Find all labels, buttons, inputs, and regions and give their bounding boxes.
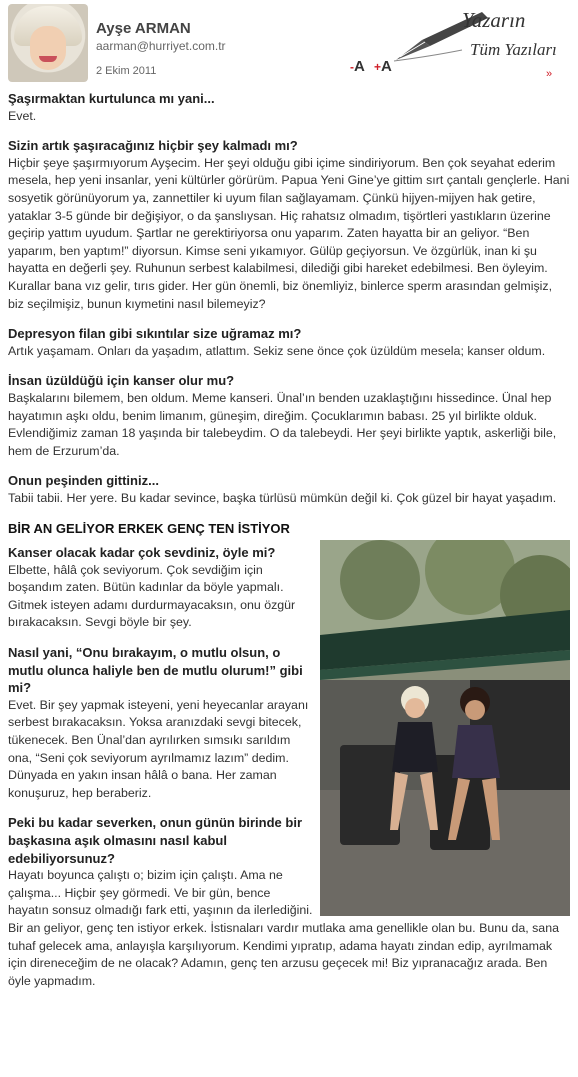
question: Onun peşinden gittiniz... [8,473,159,489]
all-articles-link-title[interactable]: Yazarın [462,8,526,32]
author-avatar[interactable] [8,4,88,82]
section-heading: BİR AN GELİYOR ERKEK GENÇ TEN İSTİYOR [8,521,290,537]
answer: Tabii tabii. Her yere. Bu kadar sevince, başka türlüsü mümkün değil ki. Çok güzel bir hayat yaşadım. [8,490,557,505]
plus-icon: + [374,60,382,74]
all-articles-link-subtitle[interactable]: Tüm Yazıları [470,40,557,59]
question: Sizin artık şaşıracağınız hiçbir şey kalmadı mı? [8,138,298,154]
double-chevron-right-icon[interactable]: » [546,68,551,80]
interview-block [8,372,570,460]
question: Peki bu kadar severken, onun günün birinde bir başkasına aşık olmasını nasıl kabul edebiliyorsunuz? [8,815,303,866]
question: Depresyon filan gibi sıkıntılar size uğramaz mı? [8,326,302,342]
interview-block [8,90,570,125]
question: Nasıl yani, “Onu bırakayım, o mutlu olsun, o mutlu olunca haliyle ben de mutlu olurum!” gibi mi? [8,645,303,696]
interview-block [8,137,570,313]
decrease-font-button[interactable]: -A [350,58,365,75]
interview-block [8,325,570,360]
publish-date: 2 Ekim 2011 [96,65,157,77]
answer: Başkalarını bilemem, ben oldum. Meme kanseri. Ünal’ın benden uzaklaştığını hissedince. Ünal hep hayatımın aşkı oldu, benim limanım, güneşim, direğim. Çocuklarımın babası. 25 yıl birlikte olduk. Evlendiğimiz zaman 18 yaşında bir talebeydim. O da talebeydi. Her şeyi birlikte yaptık, askerliği bile, hem de Erzurum’da. [8,390,557,458]
answer: Evet. Bir şey yapmak isteyeni, yeni heyecanlar arayanı serbest bırakacaksın. Yoksa aranızdaki sevgi bitecek, tükenecek. Ben Ünal’dan ayrılırken sımsıkı sarıldım ona, “Seni çok seviyorum ayrılmamız lazım” dedim. Dünyada en yakın insan hâlâ o bana. Her zaman konuşuruz, hep beraberiz. [8,697,309,800]
question: Şaşırmaktan kurtulunca mı yani... [8,91,215,106]
answer: Elbette, hâlâ çok seviyorum. Çok sevdiğim için boşandım zaten. Bütün kadınlar da böyle yapmalı. Gitmek isteyen adamı durdurmayacaksın, onu özgür bırakacaksın. Sevgi böyle bir şey. [8,562,296,630]
article-header [0,0,578,86]
question: İnsan üzüldüğü için kanser olur mu? [8,373,235,389]
answer: Hayatı boyunca çalıştı o; bizim için çalıştı. Ama ne çalışma... Hiçbir şey görmedi. Ve bir gün, bence hayatın sonsuz olmadığı fark etti, yaşının da ilerlediğini. Bir an geliyor, genç ten istiyor erkek. İstisnaları vardır mutlaka ama genellikle olan bu. Bunu da, sana tuhaf gelecek ama, anlayışla karşılıyorum. Kendimi yıpratıp, adama hayatı zindan edip, ayrılmamak için direneceğim de ne olacak? Adamın, genç ten arzusu geçecek mi! Biz yıpranacağız arada. Ben öyle yapmadım. [8,868,559,988]
question: Kanser olacak kadar çok sevdiniz, öyle mi? [8,545,276,561]
author-email[interactable]: aarman@hurriyet.com.tr [96,39,226,53]
interview-block [8,472,570,507]
article-photo[interactable] [320,540,570,916]
article-body [8,90,570,990]
author-name[interactable]: Ayşe ARMAN [96,20,191,37]
answer: Artık yaşamam. Onları da yaşadım, atlattım. Sekiz sene önce çok üzüldüm mesela; kanser oldum. [8,343,546,358]
interview-photo [320,540,570,916]
minus-icon: - [350,60,354,74]
answer: Hiçbir şeye şaşırmıyorum Ayşecim. Her şeyi olduğu gibi içime sindiriyorum. Ben çok seyahat ederim mesela, hep yeni insanlar, yeni kültürler görürüm. Papua Yeni Gine’ye gittim sırt çantalı gençlerle. Hani sosyetik görünüyorum ya, zannettiler ki uyum filan sağlayamam. Çünkü hijyen-mijyen hak getire, yataklar 3-5 günde bir değişiyor, o da şanslıysan. Hiç rahatsız olmadım, tişörtleri yastıkların üzerine geçirip yattım uyudum. Şartlar ne gerektiriyorsa onu yaparım. Zaten hayatta bir an geliyor. “Ben yaparım, ben yaptım!” diyorsun. Kimse seni yıkamıyor. Gülüp geçiyorsun. Ve özgürlük, inan ki şu hayatta en değerli şey. Ruhunun serbest kalabilmesi, dilediği gibi hareket edebilmesi. Ben öyleyim. Kurallar bana vız gelir, tırıs gider. Her gün önemli, biz önemliyiz, binlerce sperm arasından gelmişiz, biz seçilmişiz, bunun kıymetini nasıl bilemeyiz? [8,155,570,311]
answer: Evet. [8,108,37,123]
increase-font-button[interactable]: +A [374,58,392,75]
